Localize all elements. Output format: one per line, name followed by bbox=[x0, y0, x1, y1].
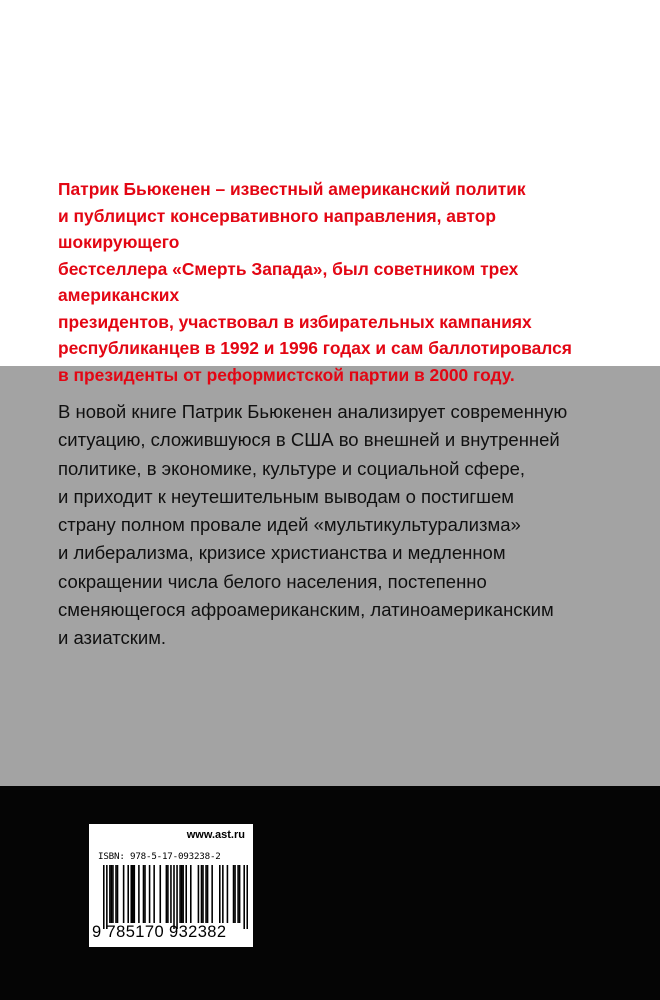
barcode-bar bbox=[181, 865, 183, 923]
barcode-number: 9 785170 932382 bbox=[92, 923, 227, 941]
barcode-bar bbox=[143, 865, 145, 923]
barcode-bar bbox=[201, 865, 203, 923]
book-description: В новой книге Патрик Бьюкенен анализирует современную ситуацию, сложившуюся в США во внешней и внутренней политике, в экономике, культуре и социальной сфере, и приходит к неутешительным выводам о постигшем страну полном провале идей «мультикультурализма» и либерализма, кризисе христианства и медленном сокращении числа белого населения, постепенно сменяющегося афроамериканским, латиноамериканским и азиатским. bbox=[58, 401, 568, 649]
barcode-bar bbox=[166, 865, 168, 923]
barcode-bar bbox=[227, 865, 229, 923]
barcode-bar bbox=[109, 865, 111, 923]
barcode-bar bbox=[138, 865, 140, 923]
barcode-bar bbox=[117, 865, 119, 923]
barcode-bar bbox=[167, 865, 169, 923]
barcode-bar bbox=[144, 865, 146, 923]
barcode-bar bbox=[246, 865, 248, 929]
barcode-bar bbox=[207, 865, 209, 923]
barcode-bar bbox=[112, 865, 114, 923]
barcode-bar bbox=[111, 865, 113, 923]
barcode-bar bbox=[202, 865, 204, 923]
barcode-bar bbox=[222, 865, 224, 923]
barcode-bar bbox=[219, 865, 221, 923]
barcode-bar bbox=[103, 865, 105, 929]
barcode-bar bbox=[130, 865, 132, 923]
barcode-bar bbox=[233, 865, 235, 923]
barcode-bar bbox=[173, 865, 175, 929]
barcode-bars bbox=[103, 865, 248, 931]
barcode-bar bbox=[106, 865, 108, 929]
publisher-url: www.ast.ru bbox=[186, 829, 245, 841]
barcode-bar bbox=[127, 865, 129, 923]
barcode-bar bbox=[170, 865, 172, 923]
barcode-bar bbox=[198, 865, 200, 923]
isbn-label: ISBN: 978-5-17-093238-2 bbox=[98, 851, 221, 862]
barcode-bar bbox=[132, 865, 134, 923]
barcode-bar bbox=[123, 865, 125, 923]
barcode-bar bbox=[179, 865, 181, 923]
barcode-bar bbox=[185, 865, 187, 923]
barcode-bar bbox=[176, 865, 178, 929]
barcode-bar bbox=[182, 865, 184, 923]
barcode-bar bbox=[190, 865, 192, 923]
barcode-bar bbox=[159, 865, 161, 923]
barcode-bar bbox=[243, 865, 245, 929]
barcode-bar bbox=[211, 865, 213, 923]
barcode-bar bbox=[149, 865, 151, 923]
barcode-bar bbox=[115, 865, 117, 923]
barcode-panel bbox=[89, 824, 253, 947]
barcode-bar bbox=[205, 865, 207, 923]
barcode-bar bbox=[234, 865, 236, 923]
barcode-bar bbox=[153, 865, 155, 923]
barcode-bar bbox=[237, 865, 239, 923]
barcode-bar bbox=[134, 865, 136, 923]
barcode-bar bbox=[239, 865, 241, 923]
author-bio: Патрик Бьюкенен – известный американский политик и публицист консервативного направления, автор шокирующего бестселлера «Смерть Запада», был советником трех американских президентов, участвовал в избирательных кампаниях республиканцев в 1992 и 1996 годах и сам баллотировался в президенты от реформистской партии в 2000 году. bbox=[58, 179, 572, 385]
